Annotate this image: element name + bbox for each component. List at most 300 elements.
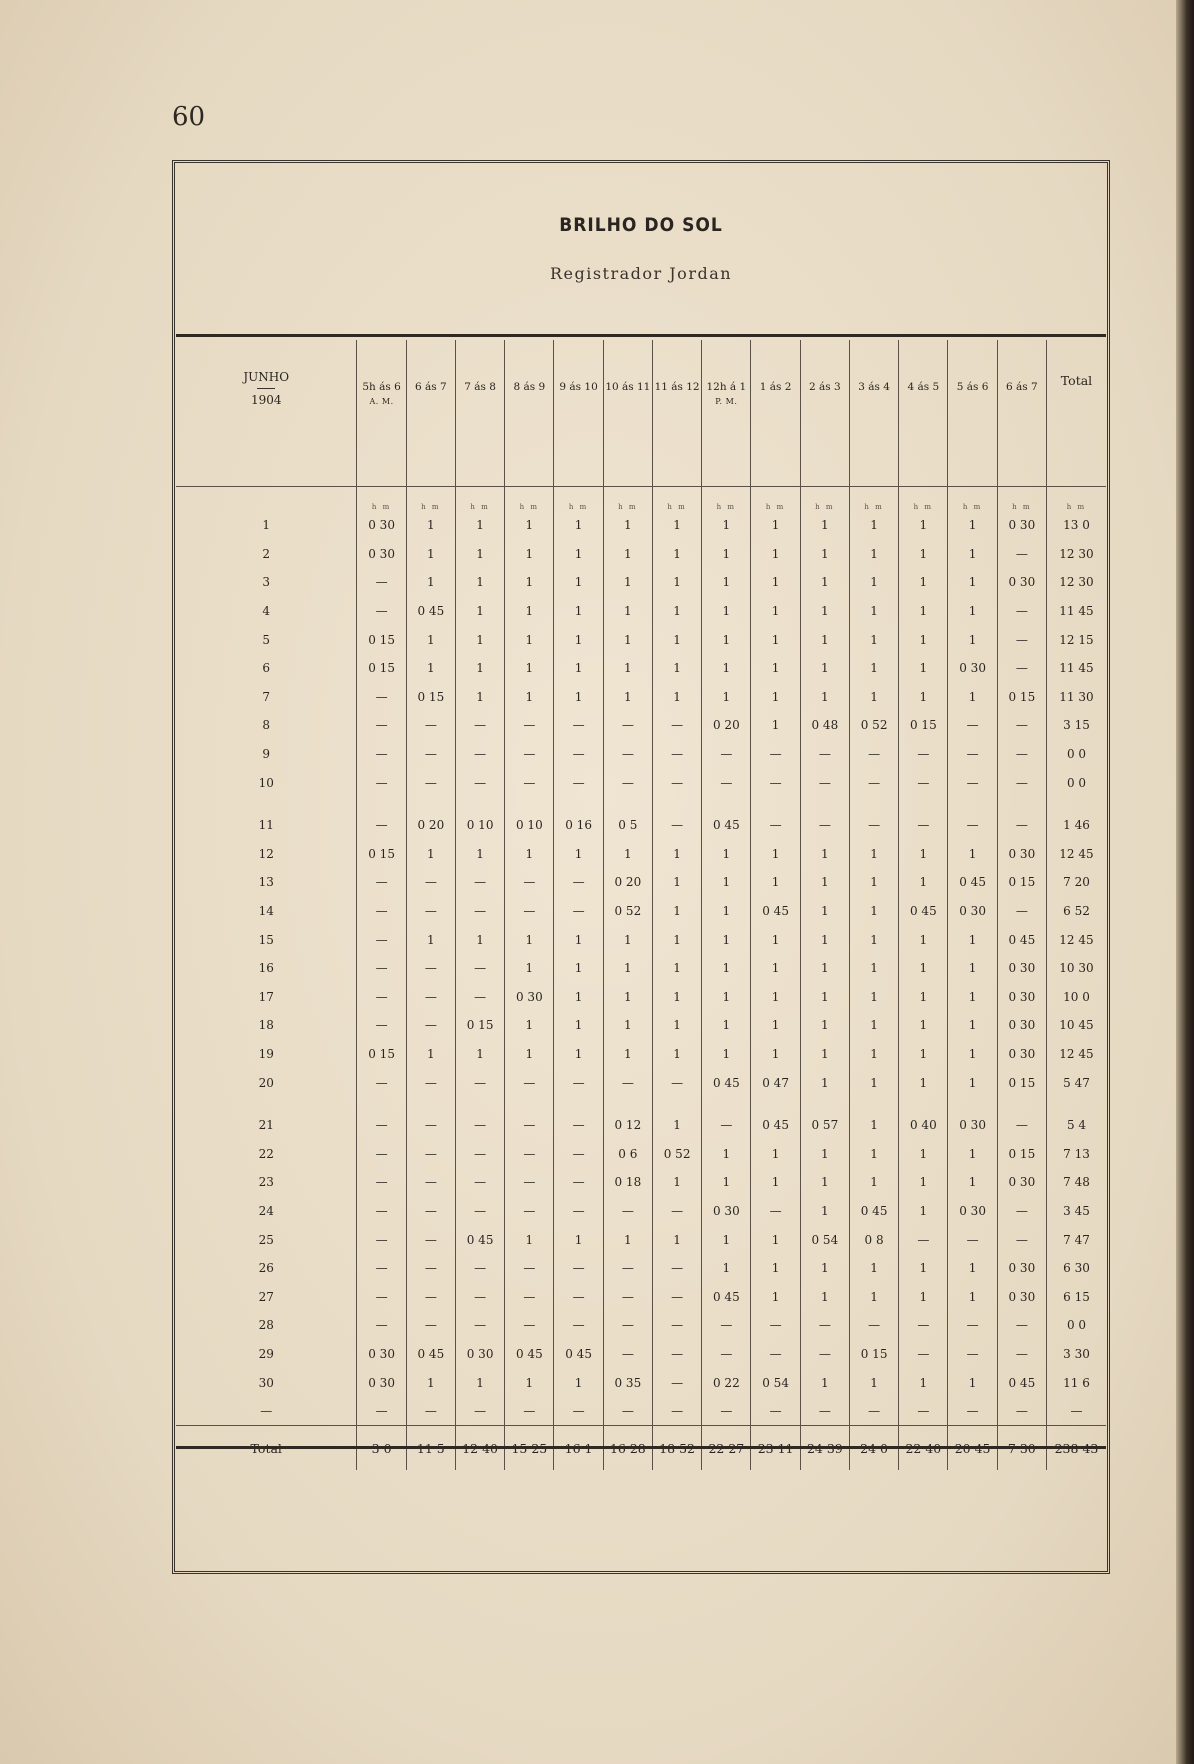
hour-value-cell: — [603,1311,652,1340]
table-row [176,540,1106,569]
hour-value-cell: — [406,711,455,740]
gap-row [176,797,1106,811]
hour-value-cell: 1 [554,625,603,654]
gap-cell [406,797,455,811]
day-total-cell: 11 45 [1059,661,1094,676]
hour-value-cell: 1 [948,1368,997,1397]
day-cell: 26 [176,1254,357,1283]
gap-cell [505,797,554,811]
hour-value-cell: 1 [554,954,603,983]
hour-value-cell: 1 [751,597,800,626]
hour-value-cell: 0 30 [997,1011,1046,1040]
day-cell: 29 [176,1340,357,1369]
hour-value-cell: 1 [948,511,997,540]
hour-value-cell: — [751,740,800,769]
gap-cell [176,1097,357,1111]
hour-value-cell: — [948,811,997,840]
hour-value-cell: 0 30 [357,540,406,569]
hour-value-cell: 1 [652,568,701,597]
hour-value-cell: 1 [899,654,948,683]
hour-value-cell: — [948,711,997,740]
hour-value-cell: — [800,768,849,797]
hour-value-cell: — [357,811,406,840]
day-total-cell: 10 0 [1063,989,1090,1004]
hour-value-cell: — [751,1340,800,1369]
hour-range-label: 11 ás 12 [654,381,700,393]
hour-value-cell: — [357,1111,406,1140]
gap-cell [899,1097,948,1111]
hour-value-cell: 0 54 [800,1225,849,1254]
hour-value-cell: 1 [455,625,504,654]
hour-value-cell: 1 [948,1068,997,1097]
hour-value-cell: — [455,1168,504,1197]
hour-range-label: 6 ás 7 [1006,381,1038,393]
hour-value-cell: 1 [603,654,652,683]
hour-value-cell: 1 [899,1197,948,1226]
hour-header [652,340,701,487]
hour-value-cell: 1 [899,540,948,569]
hour-value-cell: 1 [554,840,603,869]
hour-value-cell: — [997,625,1046,654]
hour-value-cell: 1 [849,925,898,954]
hour-value-cell: 0 30 [948,654,997,683]
hour-value-cell: 1 [751,1254,800,1283]
day-total-cell: 3 15 [1063,718,1090,733]
hour-value-cell: 1 [899,868,948,897]
hour-value-cell: 1 [554,1011,603,1040]
hour-value-cell: — [455,740,504,769]
hour-value-cell: — [406,954,455,983]
hour-value-cell: 0 45 [997,925,1046,954]
hour-value-cell: — [997,711,1046,740]
hour-value-cell: 1 [849,1068,898,1097]
hour-value-cell: 1 [603,625,652,654]
gap-cell [997,1097,1046,1111]
hour-value-cell: 1 [406,511,455,540]
unit-label: h m [357,487,406,512]
hour-value-cell: 1 [652,511,701,540]
hour-value-cell: 1 [899,511,948,540]
day-cell: 9 [176,740,357,769]
hour-value-cell: 1 [751,1011,800,1040]
hour-value-cell: — [603,1340,652,1369]
table-row [176,768,1106,797]
hour-range-label: 9 ás 10 [559,381,598,393]
hour-value-cell: 1 [800,1197,849,1226]
hour-value-cell: — [800,1397,849,1426]
hour-value-cell: 0 48 [800,711,849,740]
hour-value-cell: 1 [554,511,603,540]
hour-value-cell: — [406,897,455,926]
day-cell: 19 [176,1040,357,1069]
day-cell: 21 [176,1111,357,1140]
day-cell: 24 [176,1197,357,1226]
hour-value-cell: 1 [899,954,948,983]
hour-value-cell: 0 30 [997,568,1046,597]
hour-value-cell: — [800,811,849,840]
hour-value-cell: 0 30 [357,1340,406,1369]
hour-value-cell: — [800,1311,849,1340]
hour-value-cell: — [357,568,406,597]
hour-value-cell: 1 [849,597,898,626]
table-row [176,1311,1106,1340]
hour-value-cell: — [406,1282,455,1311]
hour-value-cell: — [505,1168,554,1197]
day-cell: 15 [176,925,357,954]
day-cell: 23 [176,1168,357,1197]
hour-value-cell: 1 [702,654,751,683]
hour-value-cell: 1 [702,868,751,897]
hour-value-cell: 0 54 [751,1368,800,1397]
hour-value-cell: 1 [603,511,652,540]
table-row [176,1225,1106,1254]
hour-value-cell: — [899,1311,948,1340]
hour-value-cell: 1 [603,925,652,954]
hour-value-cell: 1 [603,597,652,626]
hour-value-cell: 0 15 [357,654,406,683]
table-row [176,1368,1106,1397]
hour-value-cell: 1 [455,1040,504,1069]
hour-value-cell: — [357,1011,406,1040]
day-total-cell: 6 30 [1063,1261,1090,1276]
hour-value-cell: — [406,768,455,797]
day-cell: 13 [176,868,357,897]
hour-header [505,340,554,487]
hour-value-cell: 0 45 [455,1225,504,1254]
hour-value-cell: 1 [948,840,997,869]
unit-label: h m [406,487,455,512]
hour-range-label: 8 ás 9 [513,381,546,393]
hour-value-cell: 1 [455,1368,504,1397]
gap-cell [702,797,751,811]
hour-value-cell: — [357,1225,406,1254]
hour-value-cell: 1 [849,625,898,654]
hour-value-cell: 1 [849,683,898,712]
hour-value-cell: — [554,1254,603,1283]
hour-value-cell: — [406,1011,455,1040]
day-cell: 12 [176,840,357,869]
day-cell: 30 [176,1368,357,1397]
hour-value-cell: 1 [455,597,504,626]
hour-header [751,340,800,487]
hour-value-cell: — [849,740,898,769]
hour-value-cell: — [357,1311,406,1340]
hour-value-cell: 1 [652,654,701,683]
hour-value-cell: — [357,1068,406,1097]
hour-header [357,340,406,487]
hour-value-cell: 1 [849,1139,898,1168]
hour-value-cell: 1 [603,954,652,983]
hour-value-cell: 1 [800,954,849,983]
hour-value-cell: — [406,1397,455,1426]
gap-cell [455,797,504,811]
hour-value-cell: — [357,954,406,983]
hour-value-cell: — [948,740,997,769]
hour-value-cell: — [800,740,849,769]
table-row [176,811,1106,840]
gap-cell [751,1097,800,1111]
hour-value-cell: — [505,1068,554,1097]
hour-value-cell: 0 30 [948,1111,997,1140]
hour-value-cell: 1 [406,1040,455,1069]
hour-value-cell: 1 [800,568,849,597]
day-total-cell: 12 30 [1059,546,1094,561]
hour-value-cell: 1 [751,683,800,712]
hour-value-cell: 1 [652,1225,701,1254]
hour-value-cell: 0 30 [357,511,406,540]
hour-value-cell: — [357,1168,406,1197]
hour-value-cell: — [751,1397,800,1426]
hour-value-cell: 1 [751,868,800,897]
hour-value-cell: — [603,1197,652,1226]
gap-row [176,1097,1106,1111]
gap-cell [849,1097,898,1111]
hour-value-cell: 1 [948,1168,997,1197]
hour-value-cell: — [997,1340,1046,1369]
hour-value-cell: 0 15 [455,1011,504,1040]
day-cell: 18 [176,1011,357,1040]
hour-value-cell: 1 [948,1040,997,1069]
hour-value-cell: 1 [554,1040,603,1069]
hour-value-cell: — [554,1397,603,1426]
hour-value-cell: 0 10 [505,811,554,840]
hour-value-cell: 1 [406,540,455,569]
table-row [176,868,1106,897]
hour-value-cell: 1 [455,511,504,540]
hour-value-cell: 1 [603,568,652,597]
hour-value-cell: — [505,768,554,797]
hour-value-cell: 1 [800,840,849,869]
day-total-cell: 0 0 [1066,747,1087,762]
hour-value-cell: 1 [554,1368,603,1397]
hour-value-cell: 1 [899,1168,948,1197]
day-total-cell: 12 45 [1059,1046,1094,1061]
hour-value-cell: 1 [702,1254,751,1283]
day-total-cell: 6 52 [1063,904,1090,919]
day-cell: 10 [176,768,357,797]
hour-value-cell: 1 [751,840,800,869]
hour-value-cell: — [505,1282,554,1311]
day-cell: 14 [176,897,357,926]
month-label: JUNHO [243,370,290,384]
hour-value-cell: 0 30 [997,1282,1046,1311]
book-spine-shadow [1176,0,1194,1764]
hour-value-cell: 1 [702,597,751,626]
hour-value-cell: — [505,1254,554,1283]
hour-value-cell: 1 [948,983,997,1012]
hour-value-cell: 0 6 [603,1139,652,1168]
hour-value-cell: 1 [849,1254,898,1283]
hour-value-cell: 1 [652,1111,701,1140]
day-cell: 8 [176,711,357,740]
table-row [176,1197,1106,1226]
hour-value-cell: 1 [800,1368,849,1397]
hour-value-cell: 1 [455,568,504,597]
table-body [176,487,1106,1471]
hour-value-cell: 0 20 [603,868,652,897]
day-cell: 25 [176,1225,357,1254]
hour-value-cell: 0 30 [997,840,1046,869]
hour-value-cell: — [455,954,504,983]
hour-value-cell: 1 [899,597,948,626]
hour-value-cell: 1 [751,1139,800,1168]
hour-value-cell: — [652,1197,701,1226]
hour-value-cell: 1 [702,1040,751,1069]
hour-value-cell: 1 [652,868,701,897]
hour-value-cell: 1 [505,925,554,954]
hour-value-cell: — [554,1139,603,1168]
hour-value-cell: 1 [948,683,997,712]
hour-value-cell: 0 45 [702,1282,751,1311]
hour-value-cell: 1 [554,683,603,712]
hour-value-cell: — [997,897,1046,926]
hour-value-cell: — [997,597,1046,626]
hour-value-cell: 1 [652,597,701,626]
hour-value-cell: — [455,868,504,897]
hour-value-cell: 1 [505,954,554,983]
hour-value-cell: — [505,1197,554,1226]
hour-value-cell: — [357,768,406,797]
month-year-header [176,340,357,487]
gap-cell [176,797,357,811]
hour-header [603,340,652,487]
hour-value-cell: 1 [505,597,554,626]
hour-value-cell: 1 [652,925,701,954]
hour-value-cell: 0 18 [603,1168,652,1197]
hour-value-cell: 1 [849,1282,898,1311]
hour-value-cell: 1 [505,1225,554,1254]
day-total-cell: 13 0 [1063,518,1090,533]
hour-range-label: 5 ás 6 [956,381,989,393]
hour-value-cell: 1 [948,625,997,654]
hour-value-cell: 1 [603,840,652,869]
table-row [176,654,1106,683]
hour-value-cell: 0 30 [948,897,997,926]
table-row [176,1397,1106,1426]
table-row [176,925,1106,954]
hour-value-cell: 1 [948,954,997,983]
hour-value-cell: — [899,1397,948,1426]
hour-value-cell: 1 [554,654,603,683]
hour-value-cell: — [357,897,406,926]
hour-value-cell: 0 45 [751,1111,800,1140]
day-total-cell: 0 0 [1066,775,1087,790]
day-cell: 5 [176,625,357,654]
day-cell: 1 [176,511,357,540]
table-row [176,954,1106,983]
hour-value-cell: 1 [505,840,554,869]
unit-label: h m [505,487,554,512]
hour-value-cell: 0 20 [702,711,751,740]
hour-value-cell: 1 [899,1254,948,1283]
hour-value-cell: 0 52 [849,711,898,740]
hour-range-label: 7 ás 8 [464,381,496,393]
day-total-cell: 6 15 [1063,1289,1090,1304]
day-total-cell: 12 30 [1059,575,1094,590]
hour-value-cell: — [554,1168,603,1197]
hour-value-cell: — [554,868,603,897]
hour-value-cell: 0 30 [997,1040,1046,1069]
hour-value-cell: — [357,1397,406,1426]
day-cell: 3 [176,568,357,597]
hour-value-cell: — [751,1311,800,1340]
hour-value-cell: 1 [751,511,800,540]
hour-value-cell: 1 [751,983,800,1012]
hour-value-cell: — [406,740,455,769]
unit-label: h m [751,487,800,512]
table-row [176,511,1106,540]
hour-value-cell: 1 [751,568,800,597]
hour-value-cell: — [554,740,603,769]
hour-value-cell: 1 [948,597,997,626]
table-subtitle: Registrador Jordan [549,264,733,283]
hour-range-label: 1 ás 2 [759,381,792,393]
hour-value-cell: — [997,1397,1046,1426]
hour-value-cell: 0 45 [751,897,800,926]
hour-value-cell: — [849,811,898,840]
hour-value-cell: — [357,868,406,897]
hour-value-cell: 1 [849,1040,898,1069]
hour-value-cell: 0 15 [997,868,1046,897]
hour-value-cell: 1 [899,1011,948,1040]
hour-value-cell: 0 5 [603,811,652,840]
hour-value-cell: — [406,868,455,897]
hour-value-cell: — [554,897,603,926]
hour-value-cell: — [899,811,948,840]
gap-cell [406,1097,455,1111]
hour-value-cell: 1 [849,897,898,926]
unit-label: h m [849,487,898,512]
hour-value-cell: — [997,768,1046,797]
day-cell: 27 [176,1282,357,1311]
hour-value-cell: — [652,1397,701,1426]
hour-header [554,340,603,487]
day-cell: 4 [176,597,357,626]
hour-value-cell: — [505,740,554,769]
hour-value-cell: 1 [505,625,554,654]
hour-value-cell: 1 [751,711,800,740]
hour-value-cell: 0 30 [997,983,1046,1012]
hour-value-cell: 1 [800,897,849,926]
hour-value-cell: 0 15 [997,1068,1046,1097]
hour-value-cell: 0 45 [505,1340,554,1369]
hour-value-cell: — [554,1068,603,1097]
table-row [176,840,1106,869]
day-total-cell: 10 45 [1059,1018,1094,1033]
unit-label: h m [899,487,948,512]
hour-value-cell: 1 [899,1368,948,1397]
day-total-cell: 7 13 [1063,1146,1090,1161]
total-header: Total [1046,340,1106,487]
hour-value-cell: — [899,1340,948,1369]
day-total-cell: 7 47 [1063,1232,1090,1247]
hour-value-cell: 0 45 [849,1197,898,1226]
unit-spacer [176,487,357,512]
hour-value-cell: — [455,768,504,797]
top-rule [176,334,1106,337]
hour-value-cell: — [357,740,406,769]
hour-value-cell: 1 [702,954,751,983]
hour-value-cell: 1 [505,1040,554,1069]
hour-value-cell: 1 [899,983,948,1012]
hour-value-cell: — [455,1311,504,1340]
hour-value-cell: — [406,1311,455,1340]
hour-value-cell: 0 15 [899,711,948,740]
day-total-cell: 5 47 [1063,1075,1090,1090]
day-cell: 6 [176,654,357,683]
hour-value-cell: 1 [505,568,554,597]
hour-value-cell: 1 [652,897,701,926]
